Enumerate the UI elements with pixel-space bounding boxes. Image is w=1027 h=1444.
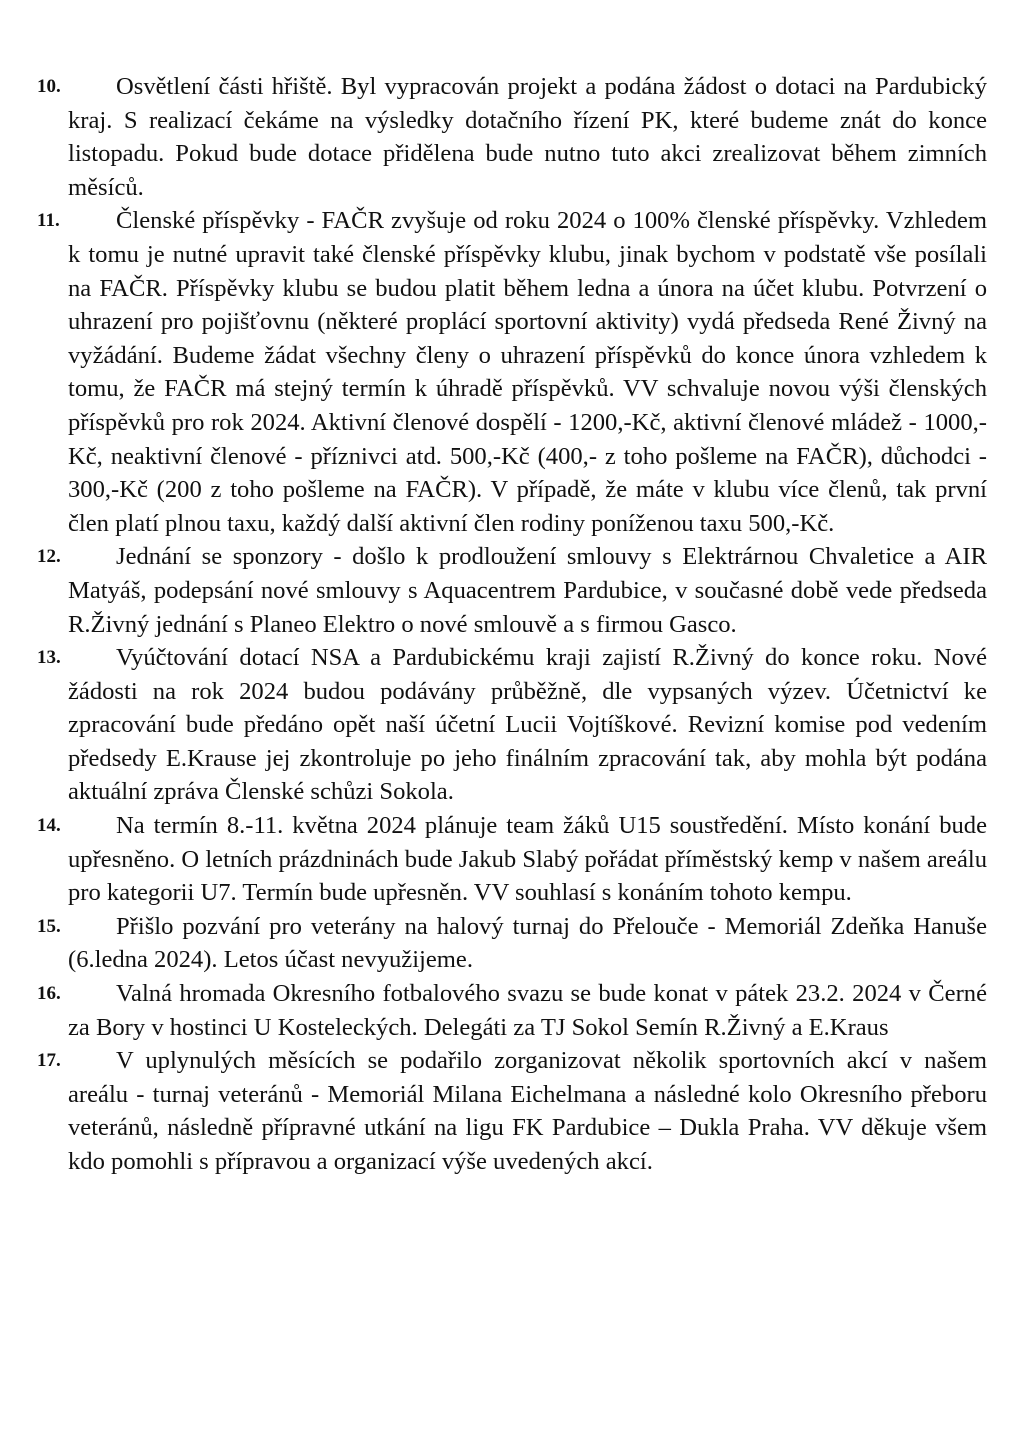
item-text: Osvětlení části hřiště. Byl vypracován projekt a podána žádost o dotaci na Pardubický kraj. S realizací čekáme na výsledky dotačního řízení PK, které budeme znát do konce listopadu. Pokud bude dotace přidělena bude nutno tuto akci zrealizovat během zimních měsíců. (68, 73, 987, 201)
list-item-13 (37, 641, 987, 809)
item-text: Vyúčtování dotací NSA a Pardubickému kraji zajistí R.Živný do konce roku. Nové žádosti na rok 2024 budou podávány průběžně, dle vypsaných výzev. Účetnictví ke zpracování bude předáno opět naší účetní Lucii Vojtíškové. Revizní komise pod vedením předsedy E.Krause jej zkontroluje po jeho finálním zpracování tak, aby mohla být podána aktuální zpráva Členské schůzi Sokola. (68, 644, 987, 806)
item-number: 10. (37, 76, 61, 97)
item-text: Na termín 8.-11. května 2024 plánuje team žáků U15 soustředění. Místo konání bude upřesněno. O letních prázdninách bude Jakub Slabý pořádat příměstský kemp v našem areálu pro kategorii U7. Termín bude upřesněn. VV souhlasí s konáním tohoto kempu. (68, 812, 987, 907)
list-item-14 (37, 809, 987, 910)
item-text: Valná hromada Okresního fotbalového svazu se bude konat v pátek 23.2. 2024 v Černé za Bory v hostinci U Kosteleckých. Delegáti za TJ Sokol Semín R.Živný a E.Kraus (68, 980, 987, 1041)
item-text: Přišlo pozvání pro veterány na halový turnaj do Přelouče - Memoriál Zdeňka Hanuše (6.ledna 2024). Letos účast nevyužijeme. (68, 912, 987, 974)
item-text: V uplynulých měsících se podařilo zorganizovat několik sportovních akcí v našem areálu - turnaj veteránů - Memoriál Milana Eichelmana a následné kolo Okresního přeboru veteránů, následně přípravné utkání na ligu FK Pardubice – Dukla Praha. VV děkuje všem kdo pomohli s přípravou a organizací výše uvedených akcí. (68, 1047, 987, 1175)
item-text: Členské příspěvky - FAČR zvyšuje od roku 2024 o 100% členské příspěvky. Vzhledem k tomu je nutné upravit také členské příspěvky klubu, jinak bychom v podstatě vše posílali na FAČR. Příspěvky klubu se budou platit během ledna a února na účet klubu. Potvrzení o uhrazení pro pojišťovnu (některé proplácí sportovní aktivity) vydá předseda René Živný na vyžádání. Budeme žádat všechny členy o uhrazení příspěvků do konce února vzhledem k tomu, že FAČR má stejný termín k úhradě příspěvků. VV schvaluje novou výši členských příspěvků pro rok 2024. Aktivní členové dospělí - 1200,-Kč, aktivní členové mládež - 1000,-Kč, neaktivní členové - příznivci atd. 500,-Kč (400,- z toho pošleme na FAČR), důchodci - 300,-Kč (200 z toho pošleme na FAČR). V případě, že máte v klubu více členů, tak první člen platí plnou taxu, každý další aktivní člen rodiny poníženou taxu 500,-Kč. (68, 207, 987, 537)
list-item-12 (37, 540, 987, 641)
item-number: 15. (37, 915, 61, 937)
item-number: 11. (37, 210, 60, 232)
list-item-15 (37, 910, 987, 977)
item-number: 13. (37, 647, 61, 669)
list-item-17 (37, 1044, 987, 1178)
item-text: Jednání se sponzory - došlo k prodloužení smlouvy s Elektrárnou Chvaletice a AIR Matyáš, podepsání nové smlouvy s Aquacentrem Pardubice, v současné době vede předseda R.Živný jednání s Planeo Elektro o nové smlouvě a s firmou Gasco. (68, 543, 987, 638)
list-item-10 (37, 70, 987, 204)
item-number: 12. (37, 546, 61, 568)
item-number: 16. (37, 983, 61, 1005)
list-item-11 (37, 204, 987, 540)
item-number: 14. (37, 815, 61, 837)
list-item-16 (37, 977, 987, 1044)
item-number: 17. (37, 1050, 61, 1072)
document-page (37, 70, 987, 1179)
